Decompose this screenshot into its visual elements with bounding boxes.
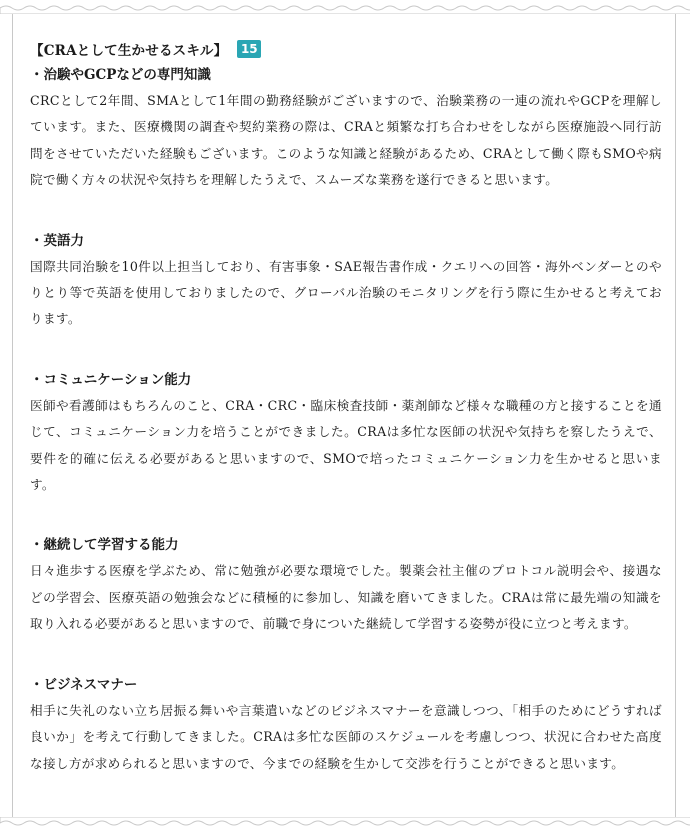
section-heading: ・ビジネスマナー [30,676,138,693]
section-body: 医師や看護師はもちろんのこと、CRA・CRC・臨床検査技師・薬剤師など様々な職種の方と接することを通じて、コミュニケーション力を培うことができました。CRAは多忙な医師の状況や気持ちを察したうえで、要件を的確に伝える必要があると思いますので、SMOで培ったコミュニケーション力を生かせると思います。 [30,397,662,493]
title-row [30,38,662,60]
section-heading: ・治験やGCPなどの専門知識 [30,67,211,83]
section-heading: ・継続して学習する能力 [30,537,179,554]
section-english [30,230,662,333]
torn-edge-top [0,0,690,14]
number-badge: 15 [237,40,261,58]
section-learning [30,534,662,637]
section-business-manners [30,674,662,777]
section-body: 日々進歩する医療を学ぶため、常に勉強が必要な環境でした。製薬会社主催のプロトコル説明会や、接遇などの学習会、医療英語の勉強会などに積極的に参加し、知識を磨いてきました。CRAは常に最先端の知識を取り入れる必要があると思いますので、前職で身についた継続して学習する姿勢が役に立つと考えます。 [30,563,662,632]
section-body: 相手に失礼のない立ち居振る舞いや言葉遣いなどのビジネスマナーを意識しつつ、「相手のためにどうすれば良いか」を考えて行動してきました。CRAは多忙な医師のスケジュールを考慮しつつ、状況に合わせた高度な接し方が求められると思いますので、今までの経験を生かして交渉を行うことができると思います。 [30,702,662,771]
torn-edge-bottom [0,817,690,831]
document-title: 【CRAとして生かせるスキル】 [30,43,228,59]
section-body: CRCとして2年間、SMAとして1年間の勤務経験がございますので、治験業務の一連の流れやGCPを理解しています。また、医療機関の調査や契約業務の際は、CRAと頻繁な打ち合わせをしながら医療施設へ同行訪問をさせていただいた経験もございます。このような知識と経験があるため、CRAとして働く際もSMOや病院で働く方々の状況や気持ちを理解したうえで、スムーズな業務を遂行できると思います。 [30,93,662,188]
section-body: 国際共同治験を10件以上担当しており、有害事象・SAE報告書作成・クエリへの回答・海外ベンダーとのやりとり等で英語を使用しておりましたので、グローバル治験のモニタリングを行う際に生かせると考えております。 [30,258,662,327]
section-expertise [30,64,662,194]
section-heading: ・英語力 [30,232,84,249]
document-content [30,38,662,777]
section-communication [30,369,662,499]
section-heading: ・コミュニケーション能力 [30,371,192,388]
